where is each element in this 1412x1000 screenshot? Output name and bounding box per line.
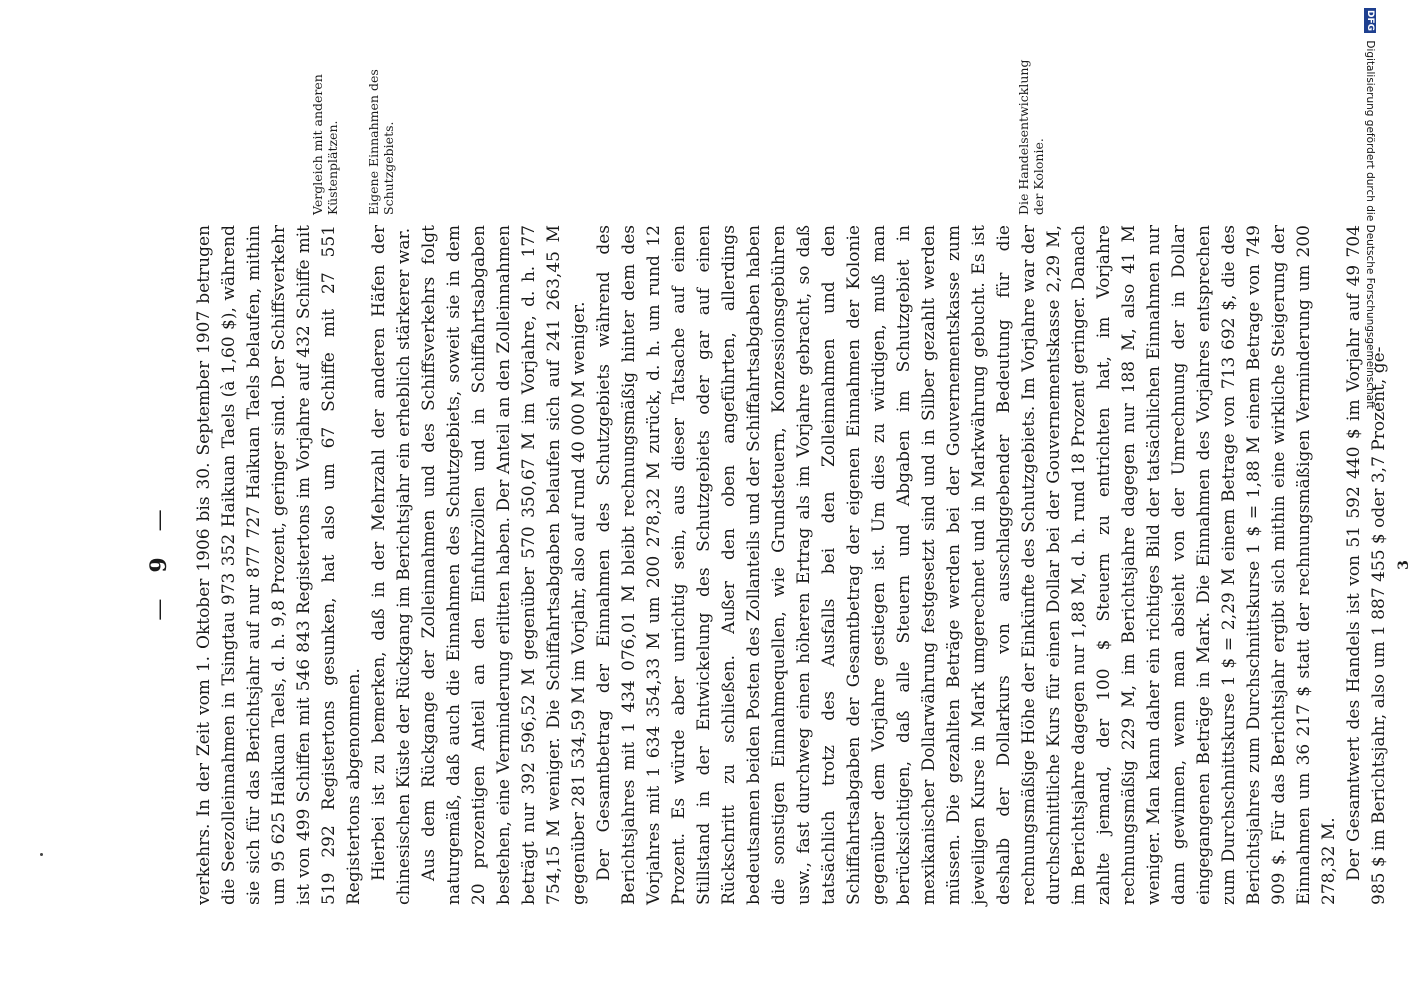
paragraph-2: Hierbei ist zu bemerken, daß in der Mehrzahl der anderen Häfen der chinesischen Küste der Rückgang im Berichtsjahr ein erheblich stärkerer war. bbox=[369, 225, 414, 905]
page-header bbox=[140, 225, 178, 905]
paragraph-4: Der Gesamtbetrag der Einnahmen des Schutzgebiets während des Berichtsjahres mit 1 434 076,01 M bleibt rechnungsmäßig hinter dem des Vorjahres mit 1 634 354,33 M um 200 278,32 M zurück, d. h. um rund 12 Prozent. Es würde aber unrichtig sein, aus dieser Tatsache auf einen Stillstand in der Entwickelung des Schutzgebiets oder gar auf einen Rückschritt zu schließen. Außer den oben angeführten, allerdings bedeutsamen beiden Posten des Zollanteils und der Schiffahrtsabgaben haben die sonstigen Einnahmequellen, wie Grundsteuern, Konzessionsgebühren usw., fast durchweg einen höheren Ertrag als im Vorjahre gebracht, so daß tatsächlich trotz des Ausfalls bei den Zolleinnahmen und den Schiffahrtsabgaben der Gesamtbetrag der eigenen Einnahmen der Kolonie gegenüber dem Vorjahre gestiegen ist. Um dies zu würdigen, muß man berücksichtigen, daß alle Steuern und Abgaben im Schutzgebiet in mexikanischer Dollarwährung festgesetzt sind und in Silber gezahlt werden müssen. Die gezahlten Beträge werden bei der Gouvernementskasse zum jeweiligen Kurse in Mark umgerechnet und in Markwährung gebucht. Es ist deshalb der Dollarkurs von ausschlaggebender Bedeutung für die rechnungsmäßige Höhe der Einkünfte des Schutzgebiets. Im Vorjahre war der durchschnittliche Kurs für einen Dollar bei der Gouvernementskasse 2,29 M, im Berichtsjahre dagegen nur 1,88 M, d. h. rund 18 Prozent geringer. Danach zahlte jemand, der 100 $ Steuern zu entrichten hat, im Vorjahre rechnungsmäßig 229 M, im Berichtsjahre dagegen nur 188 M, also 41 M weniger. Man kann daher ein richtiges Bild der tatsächlichen Einnahmen nur dann gewinnen, wenn man absieht von der Umrechnung der in Dollar eingegangenen Beträge in Mark. Die Einnahmen des Vorjahres entsprechen zum Durchschnittskurse 1 $ = 2,29 M einem Betrage von 713 692 $, die des Berichtsjahres zum Durchschnittskurse 1 $ = 1,88 M einem Betrage von 749 909 $. Für das Berichtsjahr ergibt sich mithin eine wirkliche Steigerung der Einnahmen um 36 217 $ statt der rechnungsmäßigen Verminderung um 200 278,32 M. bbox=[594, 225, 1339, 905]
funding-watermark bbox=[1364, 8, 1376, 409]
header-dash-right: — bbox=[146, 509, 172, 532]
page-number: 9 bbox=[146, 557, 172, 573]
margin-note-comparison: Vergleich mit anderen Küstenplätzen. bbox=[310, 74, 340, 215]
dust-speck bbox=[40, 853, 43, 856]
margin-note-income: Eigene Einnahmen des Schutzgebiets. bbox=[366, 69, 396, 215]
watermark-text: Digitalisierung gefördert durch die Deutsche Forschungsgemeinschaft bbox=[1364, 40, 1376, 409]
paragraph-1: verkehrs. In der Zeit vom 1. Oktober 1906 bis 30. September 1907 betrugen die Seezolleinnahmen in Tsingtau 973 352 Haikuan Taels (à 1,60 $), während sie sich für das Berichtsjahr auf nur 877 727 Haikuan Taels belaufen, mithin um 95 625 Haikuan Taels, d. h. 9,8 Prozent, geringer sind. Der Schiffsverkehr ist von 499 Schiffen mit 546 843 Registertons im Vorjahre auf 432 Schiffe mit 519 292 Registertons gesunken, hat also um 67 Schiffe mit 27 551 Registertons abgenommen. bbox=[194, 225, 364, 905]
paragraph-3: Aus dem Rückgange der Zolleinnahmen und des Schiffsverkehrs folgt naturgemäß, daß auch die Einnahmen des Schutzgebiets, soweit sie in dem 20 prozentigen Anteil an den Einfuhrzöllen und in Schiffahrtsabgaben bestehen, eine Verminderung erlitten haben. Der Anteil an den Zolleinnahmen beträgt nur 392 596,52 M gegenüber 570 350,67 M im Vorjahre, d. h. 177 754,15 M weniger. Die Schiffahrtsabgaben belaufen sich auf 241 263,45 M gegenüber 281 534,59 M im Vorjahr, also auf rund 40 000 M weniger. bbox=[419, 225, 589, 905]
margin-note-trade: Die Handelsentwicklung der Kolonie. bbox=[1016, 59, 1046, 215]
header-dash-left: — bbox=[146, 598, 172, 621]
dfg-logo: DFG bbox=[1365, 10, 1375, 32]
paragraph-5: Der Gesamtwert des Handels ist von 51 592 440 $ im Vorjahr auf 49 704 985 $ im Berichtsjahr, also um 1 887 455 $ oder 3,7 Prozent, ge- bbox=[1344, 225, 1389, 905]
signature-mark: 3 bbox=[1396, 560, 1412, 570]
